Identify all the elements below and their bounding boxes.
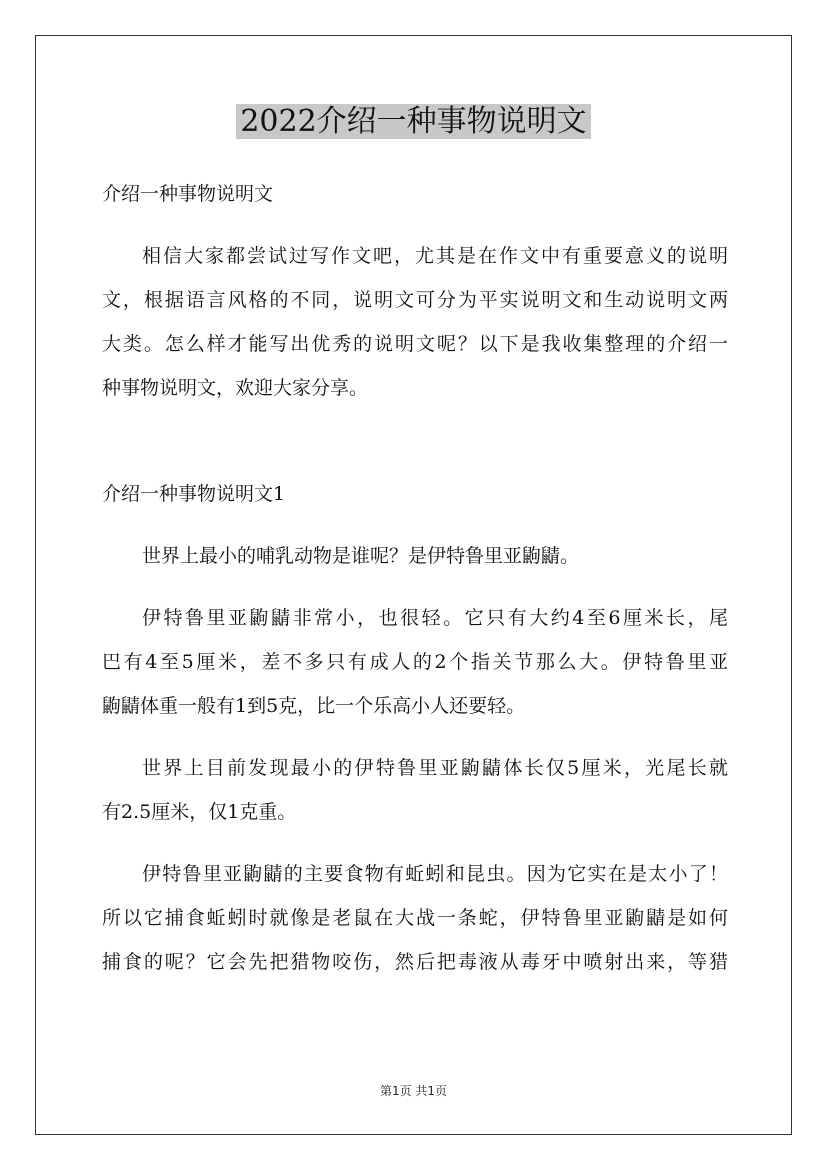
- text-line: 伊特鲁里亚鼩鼱非常小，也很轻。它只有大约4至6厘米长，尾: [142, 607, 728, 629]
- text-line: 大类。怎么样才能写出优秀的说明文呢？以下是我收集整理的介绍一: [102, 333, 728, 355]
- text-line: 鼩鼱体重一般有1到5克，比一个乐高小人还要轻。: [102, 695, 526, 717]
- document-title-text: 2022介绍一种事物说明文: [236, 104, 590, 139]
- paragraph: [102, 746, 728, 834]
- text-line: 世界上目前发现最小的伊特鲁里亚鼩鼱体长仅5厘米，光尾长就: [142, 757, 728, 779]
- text-line: 所以它捕食蚯蚓时就像是老鼠在大战一条蛇，伊特鲁里亚鼩鼱是如何: [102, 907, 728, 929]
- text-line: 伊特鲁里亚鼩鼱的主要食物有蚯蚓和昆虫。因为它实在是太小了！: [142, 863, 728, 885]
- text-line: 巴有4至5厘米，差不多只有成人的2个指关节那么大。伊特鲁里亚: [102, 651, 728, 673]
- paragraph: [102, 534, 728, 578]
- text-line: 有2.5厘米，仅1克重。: [102, 801, 297, 823]
- paragraph: [102, 852, 728, 984]
- paragraph: [102, 596, 728, 728]
- text-line: 捕食的呢？它会先把猎物咬伤，然后把毒液从毒牙中喷射出来，等猎: [102, 951, 728, 973]
- text-line: 相信大家都尝试过写作文吧，尤其是在作文中有重要意义的说明: [142, 245, 728, 267]
- subtitle: 介绍一种事物说明文: [102, 183, 274, 205]
- section-heading: 介绍一种事物说明文1: [102, 483, 286, 505]
- document-body: [102, 172, 728, 984]
- text-line: 世界上最小的哺乳动物是谁呢？是伊特鲁里亚鼩鼱。: [142, 545, 580, 567]
- page-number-footer: 第1页 共1页: [379, 1084, 448, 1098]
- document-title: [0, 100, 827, 144]
- intro-paragraph: [102, 234, 728, 410]
- text-line: 文，根据语言风格的不同，说明文可分为平实说明文和生动说明文两: [102, 289, 728, 311]
- text-line: 种事物说明文，欢迎大家分享。: [102, 377, 369, 399]
